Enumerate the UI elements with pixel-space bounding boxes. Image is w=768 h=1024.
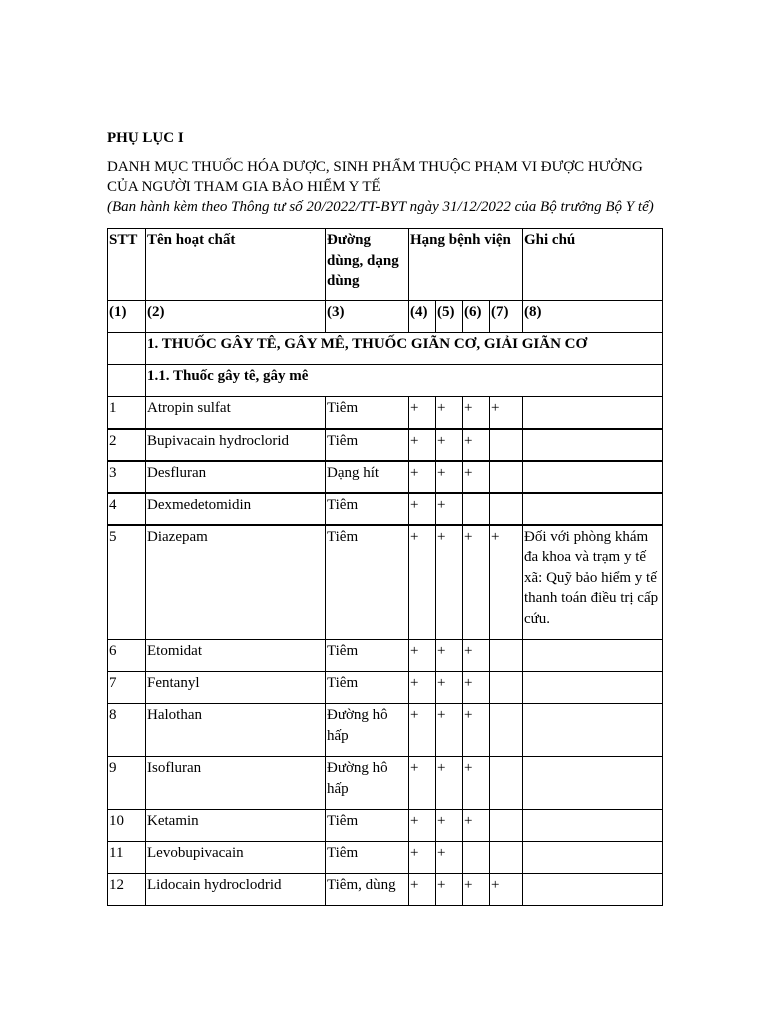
table-row xyxy=(108,757,663,810)
row-stt: 7 xyxy=(108,672,146,704)
row-drug-name: Isofluran xyxy=(146,757,326,810)
row-grade-3: + xyxy=(463,429,490,461)
row-grade-1: + xyxy=(409,397,436,429)
col-number: (6) xyxy=(463,301,490,333)
row-grade-1: + xyxy=(409,842,436,874)
row-drug-name: Ketamin xyxy=(146,810,326,842)
table-header-row xyxy=(108,229,663,301)
subsection-row xyxy=(108,365,663,397)
column-number-row xyxy=(108,301,663,333)
row-drug-name: Levobupivacain xyxy=(146,842,326,874)
table-row xyxy=(108,397,663,429)
row-route: Dạng hít xyxy=(326,461,409,493)
col-number: (5) xyxy=(436,301,463,333)
row-grade-2: + xyxy=(436,757,463,810)
row-note xyxy=(523,640,663,672)
row-note xyxy=(523,672,663,704)
row-note xyxy=(523,493,663,525)
document-subtitle: (Ban hành kèm theo Thông tư số 20/2022/TT-BYT ngày 31/12/2022 của Bộ trưởng Bộ Y tế) xyxy=(107,199,654,215)
row-note xyxy=(523,810,663,842)
col-number: (1) xyxy=(108,301,146,333)
row-grade-2: + xyxy=(436,842,463,874)
col-number: (4) xyxy=(409,301,436,333)
header-stt: STT xyxy=(108,229,146,301)
row-grade-1: + xyxy=(409,640,436,672)
header-route: Đường dùng, dạng dùng xyxy=(326,229,409,301)
row-route: Đường hô hấp xyxy=(326,757,409,810)
row-grade-4: + xyxy=(490,525,523,640)
row-grade-1: + xyxy=(409,810,436,842)
row-grade-3: + xyxy=(463,672,490,704)
row-drug-name: Fentanyl xyxy=(146,672,326,704)
row-stt: 4 xyxy=(108,493,146,525)
subsection-title: 1.1. Thuốc gây tê, gây mê xyxy=(146,365,663,397)
row-grade-3: + xyxy=(463,525,490,640)
row-drug-name: Atropin sulfat xyxy=(146,397,326,429)
row-grade-2: + xyxy=(436,810,463,842)
row-stt: 6 xyxy=(108,640,146,672)
row-grade-4 xyxy=(490,493,523,525)
table-row xyxy=(108,810,663,842)
table-row xyxy=(108,493,663,525)
row-grade-1: + xyxy=(409,757,436,810)
document-title-line2: CỦA NGƯỜI THAM GIA BẢO HIỂM Y TẾ xyxy=(107,179,381,195)
row-grade-2: + xyxy=(436,525,463,640)
row-drug-name: Halothan xyxy=(146,704,326,757)
row-stt: 12 xyxy=(108,874,146,906)
appendix-title: PHỤ LỤC I xyxy=(107,130,184,146)
row-grade-3: + xyxy=(463,810,490,842)
row-grade-1: + xyxy=(409,461,436,493)
row-grade-4: + xyxy=(490,397,523,429)
row-stt: 9 xyxy=(108,757,146,810)
row-grade-2: + xyxy=(436,640,463,672)
row-grade-1: + xyxy=(409,429,436,461)
row-grade-2: + xyxy=(436,461,463,493)
section-stt-cell xyxy=(108,333,146,365)
row-route: Tiêm xyxy=(326,842,409,874)
row-grade-4 xyxy=(490,842,523,874)
table-row xyxy=(108,429,663,461)
row-drug-name: Diazepam xyxy=(146,525,326,640)
row-drug-name: Etomidat xyxy=(146,640,326,672)
row-grade-4 xyxy=(490,704,523,757)
row-note xyxy=(523,874,663,906)
row-grade-2: + xyxy=(436,704,463,757)
row-route: Tiêm, dùng xyxy=(326,874,409,906)
row-stt: 10 xyxy=(108,810,146,842)
row-route: Đường hô hấp xyxy=(326,704,409,757)
row-grade-3: + xyxy=(463,397,490,429)
row-grade-3 xyxy=(463,842,490,874)
row-note: Đối với phòng khám đa khoa và trạm y tế xã: Quỹ bảo hiểm y tế thanh toán điều trị cấp cứu. xyxy=(523,525,663,640)
row-drug-name: Bupivacain hydroclorid xyxy=(146,429,326,461)
row-grade-3 xyxy=(463,493,490,525)
row-grade-4 xyxy=(490,810,523,842)
table-row xyxy=(108,640,663,672)
document-page xyxy=(107,128,667,906)
row-note xyxy=(523,842,663,874)
row-note xyxy=(523,704,663,757)
row-stt: 2 xyxy=(108,429,146,461)
row-grade-1: + xyxy=(409,525,436,640)
row-route: Tiêm xyxy=(326,525,409,640)
row-grade-1: + xyxy=(409,493,436,525)
row-drug-name: Dexmedetomidin xyxy=(146,493,326,525)
row-grade-4 xyxy=(490,640,523,672)
row-grade-2: + xyxy=(436,429,463,461)
col-number: (8) xyxy=(523,301,663,333)
table-row xyxy=(108,842,663,874)
row-grade-2: + xyxy=(436,397,463,429)
row-note xyxy=(523,757,663,810)
row-grade-4 xyxy=(490,461,523,493)
row-grade-4 xyxy=(490,672,523,704)
row-grade-3: + xyxy=(463,461,490,493)
row-drug-name: Lidocain hydroclodrid xyxy=(146,874,326,906)
row-stt: 3 xyxy=(108,461,146,493)
header-name: Tên hoạt chất xyxy=(146,229,326,301)
subsection-stt-cell xyxy=(108,365,146,397)
row-route: Tiêm xyxy=(326,640,409,672)
header-note: Ghi chú xyxy=(523,229,663,301)
row-grade-4 xyxy=(490,757,523,810)
table-row xyxy=(108,672,663,704)
row-route: Tiêm xyxy=(326,429,409,461)
table-row xyxy=(108,874,663,906)
col-number: (2) xyxy=(146,301,326,333)
row-grade-1: + xyxy=(409,704,436,757)
document-title-line1: DANH MỤC THUỐC HÓA DƯỢC, SINH PHẨM THUỘC PHẠM VI ĐƯỢC HƯỞNG xyxy=(107,159,643,175)
row-grade-4: + xyxy=(490,874,523,906)
row-route: Tiêm xyxy=(326,493,409,525)
row-grade-4 xyxy=(490,429,523,461)
table-row xyxy=(108,525,663,640)
row-grade-1: + xyxy=(409,874,436,906)
row-grade-2: + xyxy=(436,493,463,525)
row-stt: 8 xyxy=(108,704,146,757)
header-hospital-grade: Hạng bệnh viện xyxy=(409,229,523,301)
drug-table xyxy=(107,228,663,906)
row-note xyxy=(523,397,663,429)
table-row xyxy=(108,461,663,493)
row-stt: 5 xyxy=(108,525,146,640)
row-note xyxy=(523,429,663,461)
col-number: (7) xyxy=(490,301,523,333)
row-grade-3: + xyxy=(463,874,490,906)
row-stt: 1 xyxy=(108,397,146,429)
section-row xyxy=(108,333,663,365)
row-note xyxy=(523,461,663,493)
row-route: Tiêm xyxy=(326,810,409,842)
row-drug-name: Desfluran xyxy=(146,461,326,493)
row-grade-2: + xyxy=(436,672,463,704)
row-stt: 11 xyxy=(108,842,146,874)
table-row xyxy=(108,704,663,757)
row-grade-1: + xyxy=(409,672,436,704)
row-grade-2: + xyxy=(436,874,463,906)
row-grade-3: + xyxy=(463,704,490,757)
row-grade-3: + xyxy=(463,757,490,810)
row-route: Tiêm xyxy=(326,672,409,704)
row-grade-3: + xyxy=(463,640,490,672)
section-title: 1. THUỐC GÂY TÊ, GÂY MÊ, THUỐC GIÃN CƠ, GIẢI GIÃN CƠ xyxy=(146,333,663,365)
col-number: (3) xyxy=(326,301,409,333)
row-route: Tiêm xyxy=(326,397,409,429)
